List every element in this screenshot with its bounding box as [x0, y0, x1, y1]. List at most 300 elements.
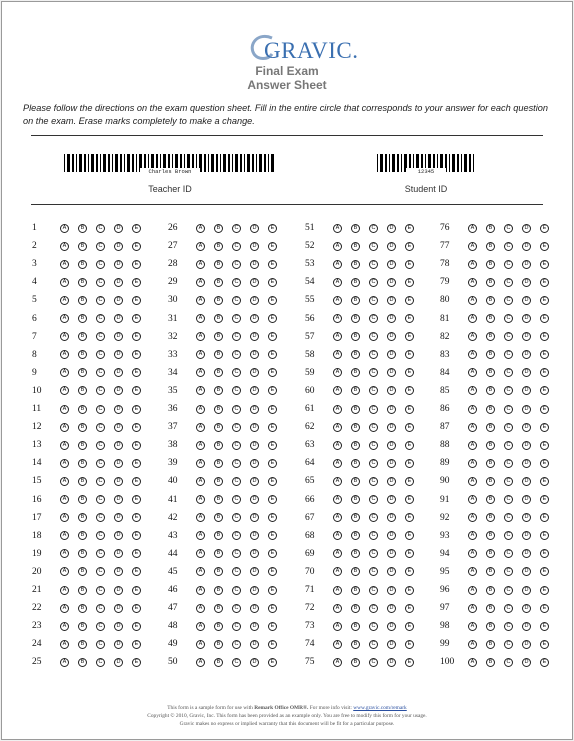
- answer-bubble[interactable]: B: [351, 423, 360, 432]
- answer-bubble[interactable]: B: [486, 513, 495, 522]
- answer-bubble[interactable]: A: [468, 332, 477, 341]
- answer-bubble[interactable]: E: [540, 405, 549, 414]
- answer-bubble[interactable]: C: [369, 405, 378, 414]
- answer-bubble[interactable]: B: [351, 586, 360, 595]
- answer-bubble[interactable]: B: [78, 622, 87, 631]
- answer-bubble[interactable]: A: [333, 386, 342, 395]
- answer-bubble[interactable]: E: [405, 604, 414, 613]
- answer-bubble[interactable]: C: [369, 242, 378, 251]
- answer-bubble[interactable]: C: [369, 604, 378, 613]
- answer-bubble[interactable]: A: [468, 350, 477, 359]
- answer-bubble[interactable]: E: [268, 242, 277, 251]
- answer-bubble[interactable]: D: [387, 459, 396, 468]
- answer-bubble[interactable]: C: [504, 513, 513, 522]
- answer-bubble[interactable]: B: [486, 296, 495, 305]
- answer-bubble[interactable]: B: [214, 459, 223, 468]
- answer-bubble[interactable]: A: [196, 459, 205, 468]
- answer-bubble[interactable]: B: [78, 513, 87, 522]
- answer-bubble[interactable]: B: [351, 459, 360, 468]
- answer-bubble[interactable]: E: [268, 459, 277, 468]
- answer-bubble[interactable]: A: [468, 640, 477, 649]
- answer-bubble[interactable]: A: [333, 441, 342, 450]
- answer-bubble[interactable]: A: [333, 549, 342, 558]
- answer-bubble[interactable]: C: [369, 332, 378, 341]
- answer-bubble[interactable]: B: [78, 567, 87, 576]
- answer-bubble[interactable]: B: [78, 296, 87, 305]
- answer-bubble[interactable]: A: [468, 278, 477, 287]
- answer-bubble[interactable]: A: [468, 658, 477, 667]
- answer-bubble[interactable]: E: [540, 622, 549, 631]
- answer-bubble[interactable]: B: [214, 296, 223, 305]
- answer-bubble[interactable]: B: [214, 586, 223, 595]
- answer-bubble[interactable]: C: [232, 459, 241, 468]
- answer-bubble[interactable]: E: [405, 314, 414, 323]
- answer-bubble[interactable]: E: [540, 513, 549, 522]
- answer-bubble[interactable]: C: [504, 260, 513, 269]
- answer-bubble[interactable]: D: [522, 531, 531, 540]
- answer-bubble[interactable]: B: [78, 386, 87, 395]
- answer-bubble[interactable]: D: [114, 513, 123, 522]
- answer-bubble[interactable]: D: [114, 477, 123, 486]
- answer-bubble[interactable]: E: [540, 386, 549, 395]
- answer-bubble[interactable]: A: [333, 224, 342, 233]
- answer-bubble[interactable]: C: [96, 242, 105, 251]
- answer-bubble[interactable]: E: [132, 405, 141, 414]
- answer-bubble[interactable]: B: [351, 350, 360, 359]
- answer-bubble[interactable]: B: [351, 368, 360, 377]
- answer-bubble[interactable]: D: [522, 405, 531, 414]
- answer-bubble[interactable]: B: [351, 224, 360, 233]
- answer-bubble[interactable]: B: [486, 531, 495, 540]
- answer-bubble[interactable]: A: [60, 350, 69, 359]
- answer-bubble[interactable]: E: [540, 441, 549, 450]
- answer-bubble[interactable]: E: [540, 332, 549, 341]
- answer-bubble[interactable]: B: [351, 549, 360, 558]
- answer-bubble[interactable]: E: [268, 260, 277, 269]
- answer-bubble[interactable]: C: [232, 278, 241, 287]
- answer-bubble[interactable]: E: [405, 459, 414, 468]
- answer-bubble[interactable]: B: [351, 622, 360, 631]
- answer-bubble[interactable]: C: [504, 459, 513, 468]
- answer-bubble[interactable]: B: [351, 405, 360, 414]
- answer-bubble[interactable]: E: [132, 350, 141, 359]
- answer-bubble[interactable]: C: [232, 622, 241, 631]
- answer-bubble[interactable]: B: [214, 549, 223, 558]
- answer-bubble[interactable]: E: [268, 423, 277, 432]
- answer-bubble[interactable]: E: [268, 278, 277, 287]
- answer-bubble[interactable]: C: [96, 314, 105, 323]
- answer-bubble[interactable]: A: [333, 622, 342, 631]
- answer-bubble[interactable]: B: [78, 405, 87, 414]
- answer-bubble[interactable]: C: [232, 531, 241, 540]
- answer-bubble[interactable]: D: [250, 314, 259, 323]
- answer-bubble[interactable]: A: [196, 640, 205, 649]
- answer-bubble[interactable]: E: [405, 622, 414, 631]
- answer-bubble[interactable]: A: [60, 549, 69, 558]
- answer-bubble[interactable]: C: [504, 586, 513, 595]
- answer-bubble[interactable]: A: [468, 260, 477, 269]
- answer-bubble[interactable]: B: [486, 567, 495, 576]
- answer-bubble[interactable]: A: [468, 495, 477, 504]
- answer-bubble[interactable]: B: [486, 314, 495, 323]
- answer-bubble[interactable]: C: [504, 658, 513, 667]
- answer-bubble[interactable]: D: [387, 658, 396, 667]
- answer-bubble[interactable]: D: [387, 622, 396, 631]
- answer-bubble[interactable]: B: [351, 441, 360, 450]
- answer-bubble[interactable]: A: [468, 242, 477, 251]
- answer-bubble[interactable]: E: [132, 332, 141, 341]
- answer-bubble[interactable]: D: [250, 459, 259, 468]
- answer-bubble[interactable]: C: [232, 296, 241, 305]
- answer-bubble[interactable]: E: [540, 368, 549, 377]
- answer-bubble[interactable]: C: [96, 423, 105, 432]
- answer-bubble[interactable]: B: [351, 332, 360, 341]
- answer-bubble[interactable]: A: [333, 531, 342, 540]
- answer-bubble[interactable]: D: [522, 640, 531, 649]
- answer-bubble[interactable]: B: [486, 332, 495, 341]
- answer-bubble[interactable]: E: [540, 477, 549, 486]
- answer-bubble[interactable]: A: [333, 513, 342, 522]
- answer-bubble[interactable]: E: [268, 386, 277, 395]
- answer-bubble[interactable]: B: [78, 242, 87, 251]
- answer-bubble[interactable]: D: [250, 278, 259, 287]
- answer-bubble[interactable]: A: [468, 441, 477, 450]
- answer-bubble[interactable]: D: [387, 567, 396, 576]
- answer-bubble[interactable]: D: [522, 368, 531, 377]
- answer-bubble[interactable]: E: [268, 604, 277, 613]
- answer-bubble[interactable]: D: [250, 296, 259, 305]
- answer-bubble[interactable]: D: [250, 640, 259, 649]
- answer-bubble[interactable]: C: [232, 368, 241, 377]
- answer-bubble[interactable]: E: [268, 441, 277, 450]
- answer-bubble[interactable]: D: [250, 224, 259, 233]
- answer-bubble[interactable]: B: [214, 242, 223, 251]
- answer-bubble[interactable]: A: [196, 224, 205, 233]
- answer-bubble[interactable]: C: [369, 368, 378, 377]
- answer-bubble[interactable]: A: [196, 386, 205, 395]
- answer-bubble[interactable]: E: [132, 586, 141, 595]
- answer-bubble[interactable]: C: [504, 477, 513, 486]
- answer-bubble[interactable]: D: [114, 658, 123, 667]
- answer-bubble[interactable]: E: [540, 658, 549, 667]
- answer-bubble[interactable]: D: [522, 423, 531, 432]
- answer-bubble[interactable]: A: [468, 368, 477, 377]
- answer-bubble[interactable]: D: [250, 604, 259, 613]
- answer-bubble[interactable]: E: [268, 224, 277, 233]
- answer-bubble[interactable]: B: [486, 459, 495, 468]
- answer-bubble[interactable]: A: [333, 586, 342, 595]
- answer-bubble[interactable]: B: [78, 549, 87, 558]
- answer-bubble[interactable]: E: [132, 604, 141, 613]
- answer-bubble[interactable]: B: [351, 495, 360, 504]
- answer-bubble[interactable]: B: [78, 531, 87, 540]
- answer-bubble[interactable]: E: [132, 513, 141, 522]
- answer-bubble[interactable]: D: [522, 459, 531, 468]
- answer-bubble[interactable]: E: [540, 314, 549, 323]
- answer-bubble[interactable]: E: [268, 332, 277, 341]
- answer-bubble[interactable]: A: [196, 278, 205, 287]
- answer-bubble[interactable]: B: [214, 640, 223, 649]
- answer-bubble[interactable]: B: [214, 368, 223, 377]
- answer-bubble[interactable]: B: [214, 658, 223, 667]
- answer-bubble[interactable]: D: [522, 224, 531, 233]
- answer-bubble[interactable]: E: [132, 622, 141, 631]
- answer-bubble[interactable]: C: [504, 423, 513, 432]
- answer-bubble[interactable]: E: [132, 224, 141, 233]
- answer-bubble[interactable]: D: [250, 567, 259, 576]
- answer-bubble[interactable]: C: [232, 405, 241, 414]
- answer-bubble[interactable]: D: [114, 423, 123, 432]
- answer-bubble[interactable]: A: [468, 386, 477, 395]
- answer-bubble[interactable]: B: [214, 386, 223, 395]
- answer-bubble[interactable]: B: [351, 567, 360, 576]
- answer-bubble[interactable]: E: [540, 586, 549, 595]
- answer-bubble[interactable]: B: [78, 640, 87, 649]
- answer-bubble[interactable]: A: [196, 549, 205, 558]
- answer-bubble[interactable]: D: [387, 278, 396, 287]
- answer-bubble[interactable]: D: [387, 477, 396, 486]
- answer-bubble[interactable]: D: [250, 368, 259, 377]
- answer-bubble[interactable]: A: [60, 640, 69, 649]
- answer-bubble[interactable]: E: [268, 477, 277, 486]
- answer-bubble[interactable]: A: [333, 260, 342, 269]
- answer-bubble[interactable]: D: [114, 531, 123, 540]
- answer-bubble[interactable]: B: [214, 513, 223, 522]
- answer-bubble[interactable]: E: [405, 224, 414, 233]
- answer-bubble[interactable]: D: [114, 278, 123, 287]
- answer-bubble[interactable]: C: [504, 350, 513, 359]
- answer-bubble[interactable]: C: [504, 495, 513, 504]
- answer-bubble[interactable]: E: [132, 278, 141, 287]
- answer-bubble[interactable]: B: [214, 260, 223, 269]
- answer-bubble[interactable]: B: [78, 332, 87, 341]
- answer-bubble[interactable]: D: [114, 242, 123, 251]
- answer-bubble[interactable]: E: [405, 242, 414, 251]
- answer-bubble[interactable]: B: [351, 242, 360, 251]
- answer-bubble[interactable]: A: [468, 586, 477, 595]
- answer-bubble[interactable]: B: [351, 640, 360, 649]
- answer-bubble[interactable]: E: [132, 477, 141, 486]
- answer-bubble[interactable]: B: [486, 368, 495, 377]
- answer-bubble[interactable]: D: [522, 513, 531, 522]
- answer-bubble[interactable]: D: [522, 586, 531, 595]
- answer-bubble[interactable]: C: [232, 314, 241, 323]
- answer-bubble[interactable]: D: [522, 549, 531, 558]
- answer-bubble[interactable]: E: [268, 640, 277, 649]
- answer-bubble[interactable]: D: [114, 549, 123, 558]
- answer-bubble[interactable]: B: [214, 495, 223, 504]
- answer-bubble[interactable]: A: [196, 622, 205, 631]
- answer-bubble[interactable]: C: [232, 513, 241, 522]
- answer-bubble[interactable]: A: [468, 549, 477, 558]
- answer-bubble[interactable]: E: [540, 459, 549, 468]
- answer-bubble[interactable]: A: [196, 441, 205, 450]
- answer-bubble[interactable]: D: [250, 586, 259, 595]
- answer-bubble[interactable]: D: [522, 477, 531, 486]
- answer-bubble[interactable]: B: [78, 586, 87, 595]
- answer-bubble[interactable]: C: [369, 586, 378, 595]
- answer-bubble[interactable]: B: [214, 531, 223, 540]
- answer-bubble[interactable]: C: [96, 622, 105, 631]
- answer-bubble[interactable]: C: [96, 386, 105, 395]
- answer-bubble[interactable]: A: [60, 332, 69, 341]
- answer-bubble[interactable]: A: [468, 224, 477, 233]
- answer-bubble[interactable]: E: [268, 513, 277, 522]
- answer-bubble[interactable]: A: [196, 350, 205, 359]
- answer-bubble[interactable]: D: [387, 314, 396, 323]
- answer-bubble[interactable]: B: [486, 224, 495, 233]
- answer-bubble[interactable]: C: [232, 386, 241, 395]
- answer-bubble[interactable]: A: [333, 658, 342, 667]
- answer-bubble[interactable]: E: [132, 260, 141, 269]
- answer-bubble[interactable]: D: [387, 242, 396, 251]
- answer-bubble[interactable]: D: [387, 423, 396, 432]
- answer-bubble[interactable]: B: [78, 423, 87, 432]
- answer-bubble[interactable]: D: [114, 296, 123, 305]
- answer-bubble[interactable]: A: [196, 531, 205, 540]
- answer-bubble[interactable]: B: [78, 658, 87, 667]
- answer-bubble[interactable]: B: [214, 423, 223, 432]
- answer-bubble[interactable]: B: [486, 640, 495, 649]
- answer-bubble[interactable]: E: [132, 459, 141, 468]
- answer-bubble[interactable]: E: [405, 531, 414, 540]
- answer-bubble[interactable]: A: [468, 622, 477, 631]
- answer-bubble[interactable]: A: [468, 531, 477, 540]
- answer-bubble[interactable]: B: [214, 567, 223, 576]
- answer-bubble[interactable]: D: [522, 622, 531, 631]
- answer-bubble[interactable]: C: [232, 350, 241, 359]
- answer-bubble[interactable]: A: [196, 604, 205, 613]
- answer-bubble[interactable]: C: [232, 495, 241, 504]
- answer-bubble[interactable]: D: [114, 224, 123, 233]
- answer-bubble[interactable]: D: [387, 386, 396, 395]
- answer-bubble[interactable]: E: [132, 423, 141, 432]
- answer-bubble[interactable]: D: [114, 260, 123, 269]
- answer-bubble[interactable]: E: [268, 495, 277, 504]
- answer-bubble[interactable]: A: [196, 567, 205, 576]
- answer-bubble[interactable]: B: [351, 658, 360, 667]
- answer-bubble[interactable]: B: [78, 224, 87, 233]
- answer-bubble[interactable]: A: [60, 242, 69, 251]
- answer-bubble[interactable]: B: [214, 477, 223, 486]
- answer-bubble[interactable]: D: [522, 658, 531, 667]
- answer-bubble[interactable]: A: [196, 296, 205, 305]
- answer-bubble[interactable]: A: [333, 459, 342, 468]
- answer-bubble[interactable]: C: [96, 477, 105, 486]
- answer-bubble[interactable]: B: [486, 604, 495, 613]
- answer-bubble[interactable]: D: [522, 386, 531, 395]
- answer-bubble[interactable]: A: [468, 604, 477, 613]
- answer-bubble[interactable]: E: [540, 260, 549, 269]
- answer-bubble[interactable]: D: [114, 386, 123, 395]
- answer-bubble[interactable]: A: [468, 567, 477, 576]
- answer-bubble[interactable]: A: [196, 495, 205, 504]
- answer-bubble[interactable]: C: [369, 477, 378, 486]
- answer-bubble[interactable]: C: [504, 296, 513, 305]
- answer-bubble[interactable]: C: [96, 531, 105, 540]
- answer-bubble[interactable]: A: [60, 586, 69, 595]
- answer-bubble[interactable]: D: [250, 350, 259, 359]
- answer-bubble[interactable]: A: [196, 405, 205, 414]
- answer-bubble[interactable]: A: [60, 224, 69, 233]
- answer-bubble[interactable]: E: [268, 658, 277, 667]
- answer-bubble[interactable]: B: [351, 513, 360, 522]
- answer-bubble[interactable]: C: [369, 459, 378, 468]
- answer-bubble[interactable]: C: [232, 332, 241, 341]
- answer-bubble[interactable]: A: [196, 242, 205, 251]
- answer-bubble[interactable]: D: [522, 567, 531, 576]
- answer-bubble[interactable]: C: [504, 640, 513, 649]
- answer-bubble[interactable]: B: [351, 477, 360, 486]
- answer-bubble[interactable]: C: [504, 622, 513, 631]
- answer-bubble[interactable]: A: [196, 332, 205, 341]
- answer-bubble[interactable]: B: [486, 477, 495, 486]
- answer-bubble[interactable]: D: [114, 350, 123, 359]
- answer-bubble[interactable]: C: [369, 296, 378, 305]
- answer-bubble[interactable]: E: [540, 531, 549, 540]
- answer-bubble[interactable]: C: [232, 567, 241, 576]
- answer-bubble[interactable]: E: [405, 441, 414, 450]
- answer-bubble[interactable]: D: [522, 441, 531, 450]
- answer-bubble[interactable]: A: [60, 278, 69, 287]
- answer-bubble[interactable]: B: [486, 260, 495, 269]
- answer-bubble[interactable]: C: [96, 459, 105, 468]
- answer-bubble[interactable]: C: [232, 604, 241, 613]
- answer-bubble[interactable]: A: [60, 567, 69, 576]
- answer-bubble[interactable]: A: [333, 350, 342, 359]
- answer-bubble[interactable]: E: [268, 350, 277, 359]
- answer-bubble[interactable]: A: [60, 495, 69, 504]
- answer-bubble[interactable]: C: [504, 386, 513, 395]
- answer-bubble[interactable]: B: [78, 350, 87, 359]
- answer-bubble[interactable]: A: [60, 513, 69, 522]
- answer-bubble[interactable]: C: [504, 441, 513, 450]
- answer-bubble[interactable]: B: [351, 604, 360, 613]
- answer-bubble[interactable]: C: [96, 278, 105, 287]
- answer-bubble[interactable]: E: [268, 314, 277, 323]
- answer-bubble[interactable]: B: [78, 368, 87, 377]
- answer-bubble[interactable]: C: [369, 314, 378, 323]
- answer-bubble[interactable]: D: [522, 332, 531, 341]
- answer-bubble[interactable]: A: [468, 459, 477, 468]
- answer-bubble[interactable]: E: [268, 405, 277, 414]
- answer-bubble[interactable]: E: [405, 296, 414, 305]
- answer-bubble[interactable]: E: [132, 386, 141, 395]
- answer-bubble[interactable]: A: [60, 459, 69, 468]
- answer-bubble[interactable]: E: [540, 640, 549, 649]
- answer-bubble[interactable]: C: [504, 531, 513, 540]
- answer-bubble[interactable]: D: [522, 350, 531, 359]
- answer-bubble[interactable]: D: [250, 242, 259, 251]
- answer-bubble[interactable]: E: [268, 549, 277, 558]
- answer-bubble[interactable]: D: [250, 658, 259, 667]
- answer-bubble[interactable]: C: [232, 658, 241, 667]
- answer-bubble[interactable]: A: [196, 260, 205, 269]
- answer-bubble[interactable]: A: [60, 658, 69, 667]
- answer-bubble[interactable]: B: [351, 260, 360, 269]
- answer-bubble[interactable]: B: [486, 423, 495, 432]
- answer-bubble[interactable]: B: [214, 332, 223, 341]
- answer-bubble[interactable]: A: [333, 296, 342, 305]
- answer-bubble[interactable]: C: [232, 586, 241, 595]
- answer-bubble[interactable]: A: [60, 386, 69, 395]
- answer-bubble[interactable]: E: [405, 658, 414, 667]
- answer-bubble[interactable]: A: [468, 513, 477, 522]
- answer-bubble[interactable]: E: [405, 405, 414, 414]
- answer-bubble[interactable]: B: [78, 441, 87, 450]
- answer-bubble[interactable]: D: [250, 513, 259, 522]
- answer-bubble[interactable]: E: [268, 368, 277, 377]
